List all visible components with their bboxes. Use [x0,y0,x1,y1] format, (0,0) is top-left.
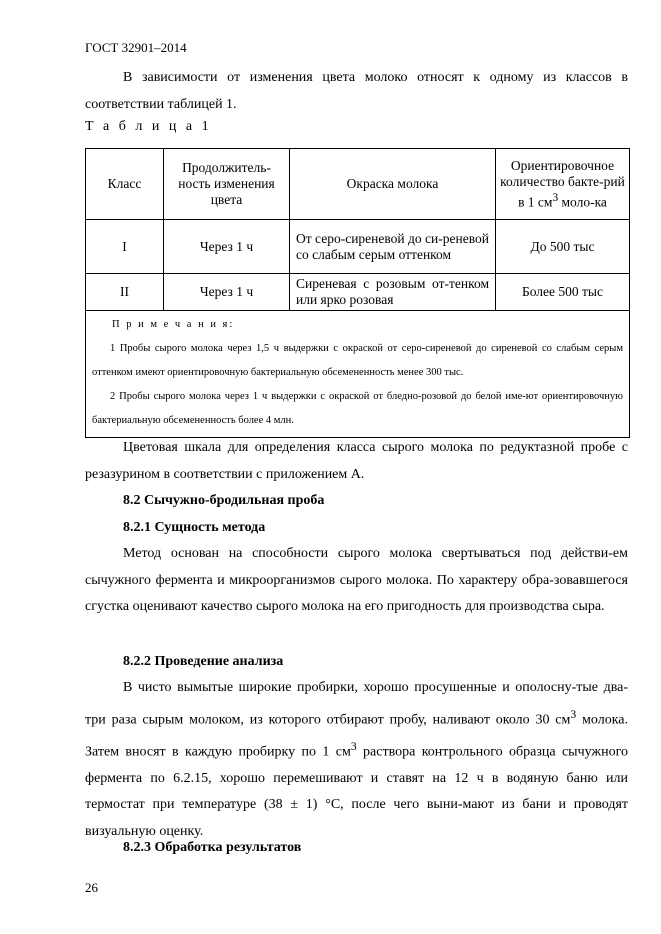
row-bacteria-count: До 500 тыс [496,220,630,274]
header-class: Класс [86,149,164,220]
section-8-2-heading: 8.2 Сычужно-бродильная проба [123,493,325,508]
table-header-row [86,149,630,220]
table-row [86,274,630,311]
header-duration: Продолжитель-ность изменения цвета [164,149,290,220]
row-color: От серо-сиреневой до си-реневой со слабым серым оттенком [290,220,496,274]
milk-class-table [85,148,630,438]
row-bacteria-count: Более 500 тыс [496,274,630,311]
section-8-2-3-heading: 8.2.3 Обработка результатов [123,840,302,855]
section-8-2-1-text: Метод основан на способности сырого молока свертываться под действи-ем сычужного фермента и микроорганизмов сырого молока. По характеру обра-зовавшегося сгустка оценивают качество сырого молока на его пригодность для производства сыра. [85,546,628,614]
row-duration: Через 1 ч [164,220,290,274]
page-number: 26 [85,880,98,895]
header-bacteria-count: Ориентировочное количество бакте-рий в 1 $см^3$ моло-ка [496,149,630,220]
row-class: I [86,220,164,274]
note-1: 1 Пробы сырого молока через 1,5 ч выдержки с окраской от серо-сиреневой до сиреневой со слабым серым оттенком имеют ориентировочную бактериальную обсемененность менее 300 тыс. [92,343,623,378]
header-color: Окраска молока [290,149,496,220]
section-8-2-1-heading: 8.2.1 Сущность метода [123,520,266,535]
document-code-header: ГОСТ 32901–2014 [85,40,187,55]
color-scale-paragraph: Цветовая шкала для определения класса сырого молока по редуктазной пробе с резазурином в соответствии с приложением А. [85,440,628,482]
intro-paragraph: В зависимости от изменения цвета молоко относят к одному из классов в соответствии таблицей 1. [85,70,628,112]
table-notes [86,311,630,438]
notes-title: П р и м е ч а н и я: [112,319,235,330]
row-class: II [86,274,164,311]
row-color: Сиреневая с розовым от-тенком или ярко розовая [290,274,496,311]
table-caption: Т а б л и ц а 1 [85,119,212,134]
note-2: 2 Пробы сырого молока через 1 ч выдержки с окраской от бледно-розовой до белой име-ют ориентировочную бактериальную обсемененность более 4 млн. [92,391,623,426]
row-duration: Через 1 ч [164,274,290,311]
table-row [86,220,630,274]
section-8-2-2-heading: 8.2.2 Проведение анализа [123,654,284,669]
section-8-2-2-text: В чисто вымытые широкие пробирки, хорошо просушенные и ополосну-тые два-три раза сырым молоком, из которого отбирают пробу, наливают около 30 $см^3$ молока. Затем вносят в каждую пробирку по 1 $см^3$ раствора контрольного образца сычужного фермента по 6.2.15, хорошо перемешивают и ставят на 12 ч в водяную баню или термостат при температуре (38 ± 1) °С, после чего выни-мают из бани и проводят визуальную оценку. [85,680,629,839]
table-notes-row [86,311,630,438]
